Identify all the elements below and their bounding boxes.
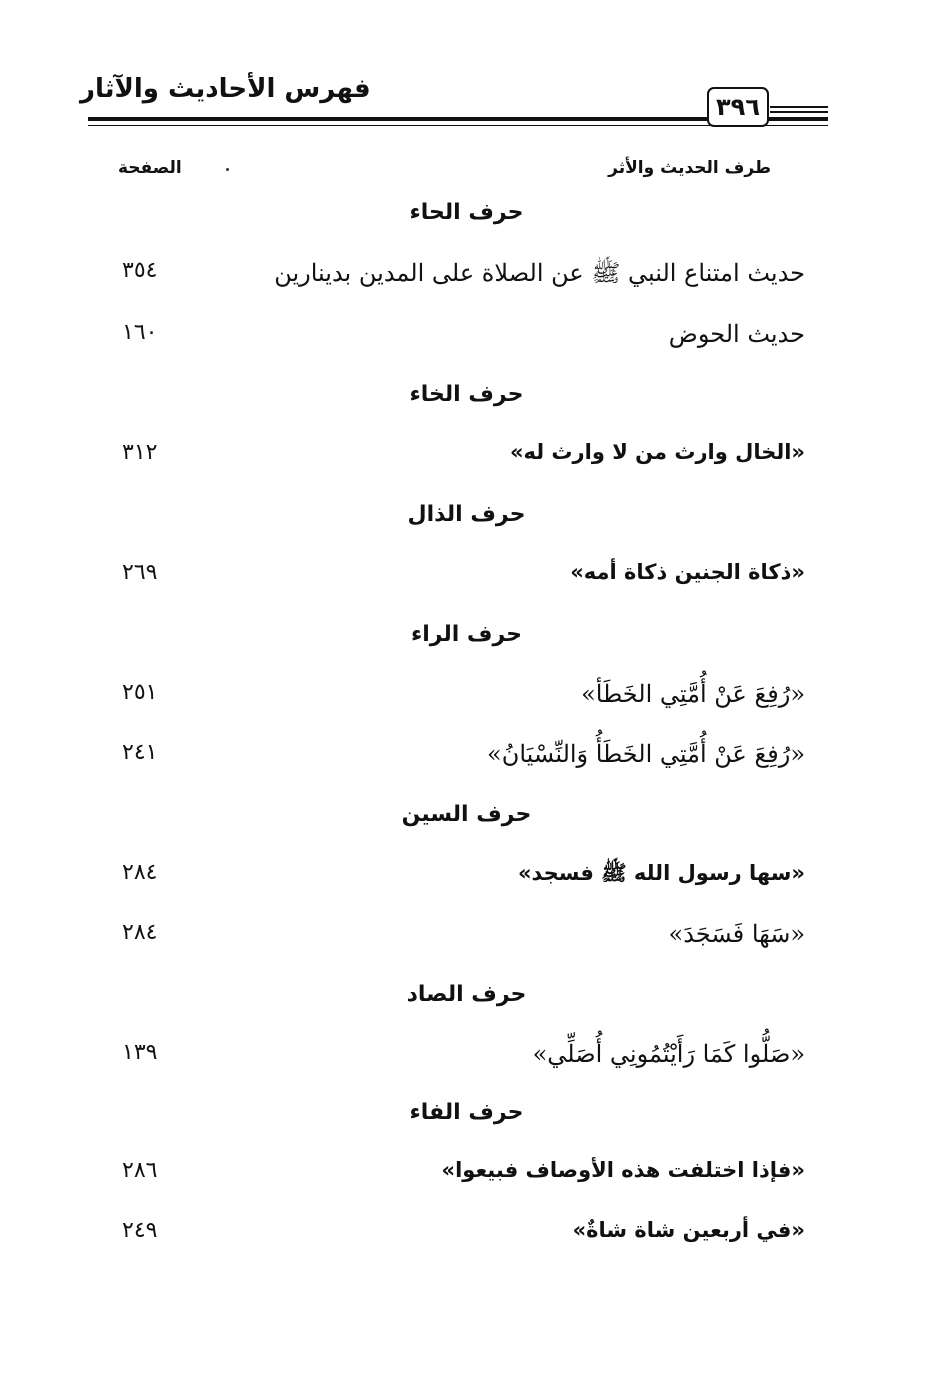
entry-text: «رُفِعَ عَنْ أُمَّتِي الخَطَأ» [581, 680, 805, 708]
page-number: ٣٩٦ [707, 87, 769, 127]
entry-page: ١٣٩ [122, 1040, 158, 1065]
section-title-faa: حرف الفاء [409, 1100, 524, 1125]
running-title: فهرس الأحاديث والآثار [80, 74, 371, 104]
header-rule-upper [770, 106, 828, 108]
column-heading-page: الصفحة [118, 158, 182, 178]
entry-page: ٣٥٤ [122, 258, 158, 283]
index-entry [0, 680, 929, 720]
entry-page: ٣١٢ [122, 440, 158, 465]
section-title-khaa: حرف الخاء [409, 382, 524, 407]
index-entry [0, 860, 929, 900]
index-entry [0, 440, 929, 480]
index-entry [0, 740, 929, 780]
stray-dot [226, 168, 229, 171]
index-entry [0, 1040, 929, 1080]
entry-page: ٢٨٦ [122, 1158, 158, 1183]
entry-text: «صَلُّوا كَمَا رَأَيْتُمُونِي أُصَلِّي» [532, 1040, 805, 1068]
entry-page: ٢٨٤ [122, 920, 158, 945]
index-entry [0, 258, 929, 298]
index-entry [0, 1218, 929, 1258]
section-title-seen: حرف السين [401, 802, 532, 827]
index-entry [0, 920, 929, 960]
entry-text: «سها رسول الله ﷺ فسجد» [517, 861, 805, 885]
index-entry [0, 560, 929, 600]
column-heading-text: طرف الحديث والأثر [608, 158, 771, 178]
section-title-haa: حرف الحاء [409, 200, 524, 225]
entry-page: ٢٥١ [122, 680, 158, 705]
entry-page: ١٦٠ [122, 320, 158, 345]
index-entry [0, 1158, 929, 1198]
index-entry [0, 320, 929, 360]
entry-text: «الخال وارث من لا وارث له» [509, 440, 805, 464]
entry-page: ٢٦٩ [122, 560, 158, 585]
entry-text: «فإذا اختلفت هذه الأوصاف فبيعوا» [441, 1158, 805, 1182]
entry-page: ٢٨٤ [122, 860, 158, 885]
entry-page: ٢٤٩ [122, 1218, 158, 1243]
entry-text: «سَهَا فَسَجَدَ» [668, 920, 805, 948]
section-title-thal: حرف الذال [407, 502, 526, 527]
entry-page: ٢٤١ [122, 740, 158, 765]
entry-text: «رُفِعَ عَنْ أُمَّتِي الخَطَأُ وَالنِّسْيَانُ» [487, 740, 805, 768]
entry-text: «في أربعين شاة شاةٌ» [572, 1218, 805, 1242]
section-title-raa: حرف الراء [410, 622, 523, 647]
entry-text: حديث امتناع النبي ﷺ عن الصلاة على المدين بدينارين [274, 259, 805, 287]
header-rule-upper-second [770, 111, 828, 113]
entry-text: حديث الحوض [668, 320, 805, 348]
entry-text: «ذكاة الجنين ذكاة أمه» [570, 560, 805, 584]
section-title-saad: حرف الصاد [406, 982, 527, 1007]
